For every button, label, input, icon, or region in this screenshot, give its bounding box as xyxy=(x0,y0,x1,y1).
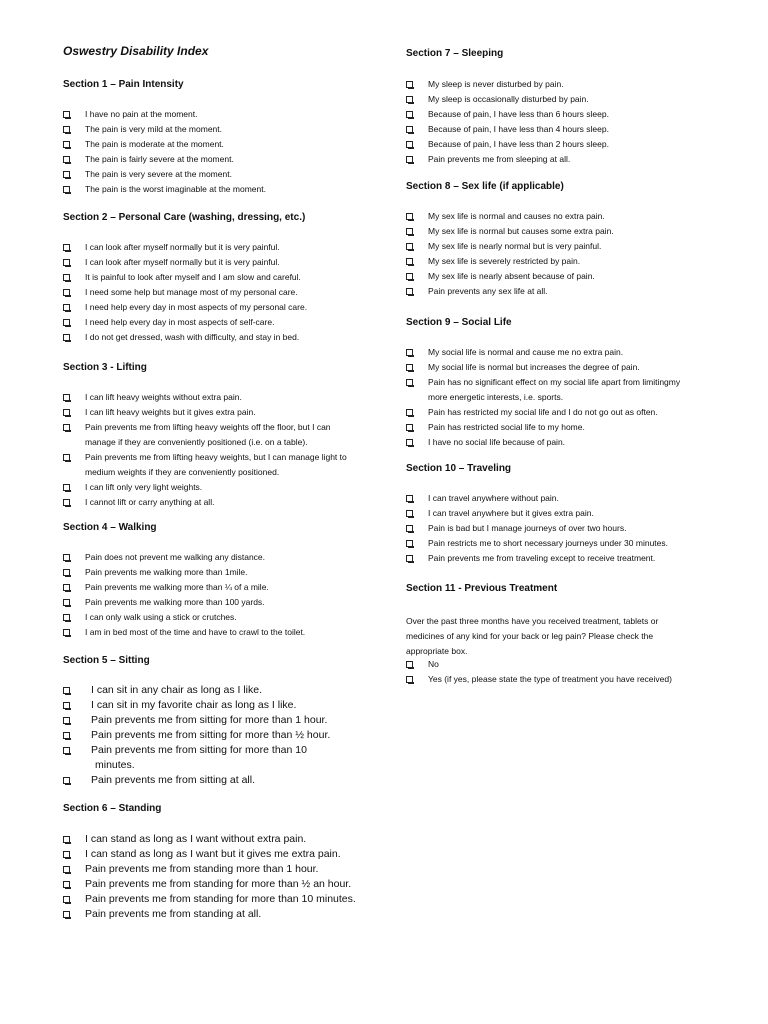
section-7-option-label: My sleep is occasionally disturbed by pain. xyxy=(428,94,589,104)
section-11-option-label: Yes (if yes, please state the type of treatment you have received) xyxy=(428,674,672,684)
checkbox-icon[interactable] xyxy=(406,126,413,133)
section-5-option-label: Pain prevents me from sitting for more than 10 xyxy=(91,744,307,756)
section-8-option-label: My sex life is normal and causes no extra pain. xyxy=(428,211,605,221)
section-1-option-label: The pain is very mild at the moment. xyxy=(85,124,223,134)
section-11-intro-line: appropriate box. xyxy=(406,646,468,656)
section-11-intro-line: Over the past three months have you received treatment, tablets or xyxy=(406,616,659,626)
checkbox-icon[interactable] xyxy=(63,911,70,918)
section-2-option-label: I need some help but manage most of my personal care. xyxy=(85,287,298,297)
section-1-option-label: The pain is the worst imaginable at the moment. xyxy=(85,184,266,194)
checkbox-icon[interactable] xyxy=(406,96,413,103)
checkbox-icon[interactable] xyxy=(63,629,70,636)
section-9-option-label: I have no social life because of pain. xyxy=(428,437,566,447)
checkbox-icon[interactable] xyxy=(406,495,413,502)
checkbox-icon[interactable] xyxy=(406,439,413,446)
section-11-intro-line: medicines of any kind for your back or leg pain? Please check the xyxy=(406,631,654,641)
section-2-option-label: It is painful to look after myself and I am slow and careful. xyxy=(85,272,301,282)
section-3-option-label: I cannot lift or carry anything at all. xyxy=(85,497,215,507)
checkbox-icon[interactable] xyxy=(406,525,413,532)
checkbox-icon[interactable] xyxy=(406,379,413,386)
checkbox-icon[interactable] xyxy=(63,777,70,784)
document-title: Oswestry Disability Index xyxy=(63,44,209,58)
section-7-option-label: Because of pain, I have less than 2 hours sleep. xyxy=(428,139,609,149)
checkbox-icon[interactable] xyxy=(63,836,70,843)
section-9-option-label: Pain has restricted my social life and I do not go out as often. xyxy=(428,407,658,417)
checkbox-icon[interactable] xyxy=(63,569,70,576)
section-5-option-label: minutes. xyxy=(95,759,135,771)
section-4-option-label: I am in bed most of the time and have to crawl to the toilet. xyxy=(85,627,306,637)
section-3-option-label: Pain prevents me from lifting heavy weights off the floor, but I can xyxy=(85,422,331,432)
checkbox-icon[interactable] xyxy=(63,687,70,694)
section-9-option-label: My social life is normal but increases the degree of pain. xyxy=(428,362,640,372)
checkbox-icon[interactable] xyxy=(63,156,70,163)
section-2-option-label: I need help every day in most aspects of self-care. xyxy=(85,317,275,327)
section-4-option-label: Pain prevents me walking more than ¼ of a mile. xyxy=(85,582,269,592)
section-9-option-label: Pain has no significant effect on my social life apart from limitingmy xyxy=(428,377,681,387)
section-10-option-label: I can travel anywhere without pain. xyxy=(428,493,559,503)
checkbox-icon[interactable] xyxy=(406,555,413,562)
section-5-option-label: Pain prevents me from sitting at all. xyxy=(91,774,255,786)
checkbox-icon[interactable] xyxy=(406,258,413,265)
checkbox-icon[interactable] xyxy=(63,126,70,133)
section-5-option-label: I can sit in any chair as long as I like. xyxy=(91,684,262,696)
section-4-option-label: I can only walk using a stick or crutches. xyxy=(85,612,237,622)
checkbox-icon[interactable] xyxy=(406,288,413,295)
section-6-option-label: Pain prevents me from standing for more than 10 minutes. xyxy=(85,893,356,905)
section-6-option-label: I can stand as long as I want without extra pain. xyxy=(85,833,307,845)
checkbox-icon[interactable] xyxy=(406,81,413,88)
checkbox-icon[interactable] xyxy=(406,676,413,683)
checkbox-icon[interactable] xyxy=(63,454,70,461)
section-4-option-label: Pain prevents me walking more than 1mile. xyxy=(85,567,248,577)
section-5-option-label: Pain prevents me from sitting for more than ½ hour. xyxy=(91,729,331,741)
section-2-option-label: I can look after myself normally but it is very painful. xyxy=(85,242,280,252)
checkbox-icon[interactable] xyxy=(63,244,70,251)
section-2-title: Section 2 – Personal Care (washing, dressing, etc.) xyxy=(63,212,306,223)
section-6-option-label: Pain prevents me from standing at all. xyxy=(85,908,262,920)
section-9-title: Section 9 – Social Life xyxy=(406,317,512,328)
section-7-option-label: Because of pain, I have less than 4 hours sleep. xyxy=(428,124,609,134)
checkbox-icon[interactable] xyxy=(63,304,70,311)
section-1-option-label: The pain is very severe at the moment. xyxy=(85,169,232,179)
section-8-option-label: My sex life is nearly absent because of pain. xyxy=(428,271,595,281)
section-7-option-label: My sleep is never disturbed by pain. xyxy=(428,79,564,89)
checkbox-icon[interactable] xyxy=(63,732,70,739)
checkbox-icon[interactable] xyxy=(406,243,413,250)
checkbox-icon[interactable] xyxy=(63,599,70,606)
checkbox-icon[interactable] xyxy=(63,866,70,873)
section-5-option-label: Pain prevents me from sitting for more than 1 hour. xyxy=(91,714,328,726)
section-3-title: Section 3 - Lifting xyxy=(63,362,147,373)
section-4-option-label: Pain does not prevent me walking any distance. xyxy=(85,552,266,562)
section-8-option-label: My sex life is nearly normal but is very painful. xyxy=(428,241,602,251)
checkbox-icon[interactable] xyxy=(406,409,413,416)
section-1-option-label: I have no pain at the moment. xyxy=(85,109,198,119)
section-2-option-label: I need help every day in most aspects of my personal care. xyxy=(85,302,308,312)
checkbox-icon[interactable] xyxy=(63,424,70,431)
section-2-option-label: I do not get dressed, wash with difficulty, and stay in bed. xyxy=(85,332,300,342)
section-8-title: Section 8 – Sex life (if applicable) xyxy=(406,181,564,192)
section-7-title: Section 7 – Sleeping xyxy=(406,48,504,59)
section-1-title: Section 1 – Pain Intensity xyxy=(63,79,184,90)
section-7-option-label: Pain prevents me from sleeping at all. xyxy=(428,154,571,164)
checkbox-icon[interactable] xyxy=(406,141,413,148)
checkbox-icon[interactable] xyxy=(63,141,70,148)
checkbox-icon[interactable] xyxy=(406,228,413,235)
checkbox-icon[interactable] xyxy=(63,851,70,858)
checkbox-icon[interactable] xyxy=(406,661,413,668)
section-3-option-label: Pain prevents me from lifting heavy weights, but I can manage light to xyxy=(85,452,347,462)
section-10-option-label: Pain restricts me to short necessary journeys under 30 minutes. xyxy=(428,538,668,548)
checkbox-icon[interactable] xyxy=(63,499,70,506)
section-5-option-label: I can sit in my favorite chair as long as I like. xyxy=(91,699,297,711)
section-5-title: Section 5 – Sitting xyxy=(63,655,150,666)
section-10-option-label: I can travel anywhere but it gives extra pain. xyxy=(428,508,594,518)
section-1-option-label: The pain is moderate at the moment. xyxy=(85,139,224,149)
checkbox-icon[interactable] xyxy=(63,171,70,178)
section-8-option-label: Pain prevents any sex life at all. xyxy=(428,286,548,296)
section-8-option-label: My sex life is normal but causes some extra pain. xyxy=(428,226,614,236)
section-10-option-label: Pain prevents me from traveling except to receive treatment. xyxy=(428,553,656,563)
section-4-option-label: Pain prevents me walking more than 100 yards. xyxy=(85,597,265,607)
checkbox-icon[interactable] xyxy=(63,702,70,709)
checkbox-icon[interactable] xyxy=(63,274,70,281)
section-2-option-label: I can look after myself normally but it is very painful. xyxy=(85,257,280,267)
checkbox-icon[interactable] xyxy=(406,156,413,163)
section-9-option-label: Pain has restricted social life to my home. xyxy=(428,422,585,432)
section-11-option-label: No xyxy=(428,659,439,669)
section-9-option-label: more energetic interests, i.e. sports. xyxy=(428,392,564,402)
section-1-option-label: The pain is fairly severe at the moment. xyxy=(85,154,234,164)
section-3-option-label: I can lift only very light weights. xyxy=(85,482,203,492)
checkbox-icon[interactable] xyxy=(63,186,70,193)
checkbox-icon[interactable] xyxy=(63,584,70,591)
checkbox-icon[interactable] xyxy=(63,111,70,118)
checkbox-icon[interactable] xyxy=(63,896,70,903)
checkbox-icon[interactable] xyxy=(63,747,70,754)
checkbox-icon[interactable] xyxy=(406,273,413,280)
checkbox-icon[interactable] xyxy=(63,394,70,401)
section-6-title: Section 6 – Standing xyxy=(63,803,162,814)
section-7-option-label: Because of pain, I have less than 6 hours sleep. xyxy=(428,109,609,119)
checkbox-icon[interactable] xyxy=(406,213,413,220)
section-3-option-label: I can lift heavy weights without extra pain. xyxy=(85,392,242,402)
checkbox-icon[interactable] xyxy=(63,614,70,621)
checkbox-icon[interactable] xyxy=(406,424,413,431)
checkbox-icon[interactable] xyxy=(406,349,413,356)
checkbox-icon[interactable] xyxy=(63,554,70,561)
checkbox-icon[interactable] xyxy=(406,364,413,371)
section-3-option-label: I can lift heavy weights but it gives extra pain. xyxy=(85,407,256,417)
checkbox-icon[interactable] xyxy=(63,881,70,888)
checkbox-icon[interactable] xyxy=(406,540,413,547)
section-4-title: Section 4 – Walking xyxy=(63,522,157,533)
section-6-option-label: Pain prevents me from standing more than 1 hour. xyxy=(85,863,319,875)
checkbox-icon[interactable] xyxy=(63,484,70,491)
section-3-option-label: manage if they are conveniently positioned (i.e. on a table). xyxy=(85,437,308,447)
section-3-option-label: medium weights if they are conveniently positioned. xyxy=(85,467,280,477)
section-8-option-label: My sex life is severely restricted by pain. xyxy=(428,256,581,266)
checkbox-icon[interactable] xyxy=(63,409,70,416)
section-6-option-label: I can stand as long as I want but it gives me extra pain. xyxy=(85,848,341,860)
section-11-title: Section 11 - Previous Treatment xyxy=(406,583,558,594)
checkbox-icon[interactable] xyxy=(406,510,413,517)
checkbox-icon[interactable] xyxy=(63,259,70,266)
checkbox-icon[interactable] xyxy=(63,289,70,296)
checkbox-icon[interactable] xyxy=(63,717,70,724)
checkbox-icon[interactable] xyxy=(63,334,70,341)
section-10-title: Section 10 – Traveling xyxy=(406,463,512,474)
section-9-option-label: My social life is normal and cause me no extra pain. xyxy=(428,347,624,357)
section-6-option-label: Pain prevents me from standing for more than ½ an hour. xyxy=(85,878,352,890)
checkbox-icon[interactable] xyxy=(63,319,70,326)
section-10-option-label: Pain is bad but I manage journeys of over two hours. xyxy=(428,523,627,533)
checkbox-icon[interactable] xyxy=(406,111,413,118)
